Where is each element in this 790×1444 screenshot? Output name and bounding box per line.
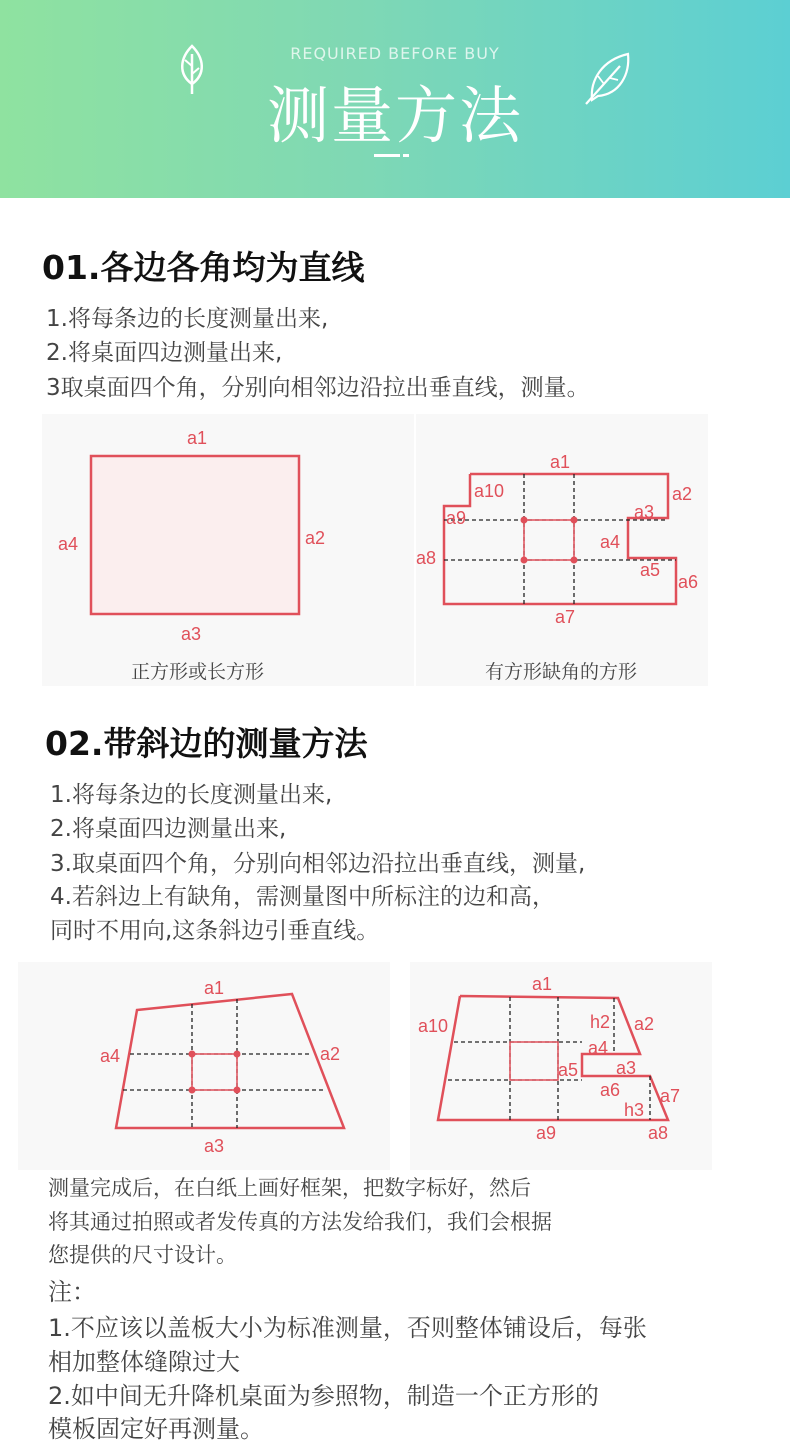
notes-title: 注： xyxy=(48,1278,96,1306)
label-a8: a8 xyxy=(416,548,437,568)
section1-step: 1.将每条边的长度测量出来, xyxy=(46,306,329,332)
label-a8: a8 xyxy=(648,1123,669,1143)
section1-step: 3取桌面四个角，分别向相邻边沿拉出垂直线，测量。 xyxy=(46,375,590,401)
section2-step: 同时不用向,这条斜边引垂直线。 xyxy=(50,918,380,944)
header-subtitle: REQUIRED BEFORE BUY xyxy=(290,44,500,63)
section2-heading: 02.带斜边的测量方法 xyxy=(45,724,368,763)
label-a9: a9 xyxy=(536,1123,557,1143)
label-h2: h2 xyxy=(590,1012,611,1032)
footer-paragraph-line: 将其通过拍照或者发传真的方法发给我们，我们会根据 xyxy=(48,1210,552,1234)
rectangle-shape xyxy=(91,456,299,614)
label-a2: a2 xyxy=(672,484,693,504)
label-a5: a5 xyxy=(640,560,661,580)
note-line: 模板固定好再测量。 xyxy=(48,1415,264,1443)
label-a7: a7 xyxy=(555,607,576,627)
header-banner xyxy=(0,0,790,198)
label-a3: a3 xyxy=(181,624,202,644)
label-a6: a6 xyxy=(678,572,699,592)
section2-step: 4.若斜边上有缺角，需测量图中所标注的边和高， xyxy=(50,884,555,910)
label-a6: a6 xyxy=(600,1080,621,1100)
title-underline-dot xyxy=(403,154,409,157)
footer-paragraph-line: 您提供的尺寸设计。 xyxy=(48,1243,237,1267)
notched-rect-diagram xyxy=(414,444,714,630)
note-line: 1.不应该以盖板大小为标准测量，否则整体铺设后，每张 xyxy=(48,1314,647,1342)
label-a4: a4 xyxy=(588,1038,609,1058)
section1-step: 2.将桌面四边测量出来, xyxy=(46,340,283,366)
note-line: 相加整体缝隙过大 xyxy=(48,1348,240,1376)
trapezoid-diagram xyxy=(96,972,366,1160)
label-a2: a2 xyxy=(320,1044,341,1064)
label-a7: a7 xyxy=(660,1086,681,1106)
label-a10: a10 xyxy=(474,481,505,501)
caption-notched: 有方形缺角的方形 xyxy=(485,661,638,683)
label-a4: a4 xyxy=(100,1046,121,1066)
rectangle-diagram xyxy=(50,420,350,652)
label-a1: a1 xyxy=(187,428,208,448)
label-a3: a3 xyxy=(634,502,655,522)
label-a4: a4 xyxy=(58,534,79,554)
label-a1: a1 xyxy=(532,974,553,994)
label-a2: a2 xyxy=(634,1014,655,1034)
note-line: 2.如中间无升降机桌面为参照物，制造一个正方形的 xyxy=(48,1382,599,1410)
label-a5: a5 xyxy=(558,1060,579,1080)
label-a9: a9 xyxy=(446,508,467,528)
footer-paragraph-line: 测量完成后，在白纸上画好框架，把数字标好，然后 xyxy=(48,1176,531,1200)
label-a2: a2 xyxy=(305,528,326,548)
trapezoid-shape xyxy=(116,994,344,1128)
label-a1: a1 xyxy=(550,452,571,472)
caption-rectangle: 正方形或长方形 xyxy=(131,661,265,683)
label-h3: h3 xyxy=(624,1100,645,1120)
section2-step: 1.将每条边的长度测量出来, xyxy=(50,782,333,808)
page-title: 测量方法 xyxy=(266,79,523,152)
section2-step: 3.取桌面四个角，分别向相邻边沿拉出垂直线，测量, xyxy=(50,851,586,877)
leaf-outline-icon xyxy=(584,50,634,106)
label-a3: a3 xyxy=(204,1136,225,1156)
title-underline xyxy=(374,154,400,157)
section2-step: 2.将桌面四边测量出来, xyxy=(50,816,287,842)
label-a10: a10 xyxy=(418,1016,449,1036)
label-a1: a1 xyxy=(204,978,225,998)
notched-trapezoid-diagram xyxy=(414,970,704,1150)
label-a4: a4 xyxy=(600,532,621,552)
section1-heading: 01.各边各角均为直线 xyxy=(42,248,365,287)
label-a3: a3 xyxy=(616,1058,637,1078)
